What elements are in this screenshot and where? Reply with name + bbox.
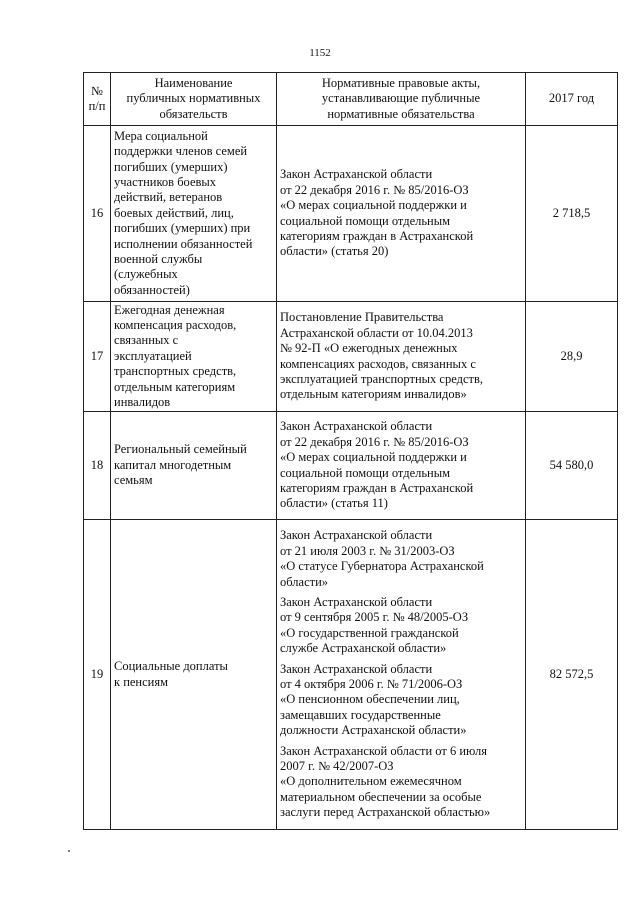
legal-acts [277, 412, 526, 520]
table-row [84, 302, 618, 412]
amount-2017: 82 572,5 [526, 520, 618, 830]
obligations-table [83, 72, 618, 830]
header-obligation-name: Наименование публичных нормативных обязательств [111, 73, 277, 126]
table-row [84, 126, 618, 302]
amount-2017: 2 718,5 [526, 126, 618, 302]
page-number: 1152 [309, 47, 331, 59]
table-row [84, 520, 618, 830]
legal-act: Постановление Правительства Астраханской области от 10.04.2013 № 92-П «О ежегодных денежных компенсациях расходов, связанных с эксплуатацией транспортных средств, отдельным категориям инвалидов» [280, 310, 483, 402]
scan-speck [68, 850, 70, 852]
header-year: 2017 год [526, 73, 618, 126]
table-header-row [84, 73, 618, 126]
legal-acts [277, 302, 526, 412]
row-number: 19 [84, 520, 111, 830]
amount-2017: 54 580,0 [526, 412, 618, 520]
legal-act: Закон Астраханской области от 22 декабря 2016 г. № 85/2016-ОЗ «О мерах социальной поддержки и социальной помощи отдельным категориям граждан в Астраханской области» (статья 20) [280, 167, 474, 259]
amount-2017: 28,9 [526, 302, 618, 412]
legal-act: Закон Астраханской области от 6 июля 2007 г. № 42/2007-ОЗ «О дополнительном ежемесячном материальном обеспечении за особые заслуги перед Астраханской областью» [280, 743, 491, 820]
table-row [84, 412, 618, 520]
legal-acts [277, 520, 526, 830]
legal-act: Закон Астраханской области от 22 декабря 2016 г. № 85/2016-ОЗ «О мерах социальной поддержки и социальной помощи отдельным категориям граждан в Астраханской области» (статья 11) [280, 419, 474, 511]
row-number: 16 [84, 126, 111, 302]
row-number: 18 [84, 412, 111, 520]
obligation-name: Ежегодная денежная компенсация расходов, связанных с эксплуатацией транспортных средств, отдельным категориям инвалидов [111, 302, 277, 412]
obligation-name: Социальные доплаты к пенсиям [111, 520, 277, 830]
obligation-name: Мера социальной поддержки членов семей погибших (умерших) участников боевых действий, ветеранов боевых действий, лиц, погибших (умерших) при исполнении обязанностей военной службы (служебных обязанностей) [111, 126, 277, 302]
row-number: 17 [84, 302, 111, 412]
legal-act: Закон Астраханской области от 4 октября 2006 г. № 71/2006-ОЗ «О пенсионном обеспечении лиц, замещавших государственные должности Астраханской области» [280, 661, 467, 738]
legal-act: Закон Астраханской области от 9 сентября 2005 г. № 48/2005-ОЗ «О государственной гражданской службе Астраханской области» [280, 594, 469, 656]
legal-act: Закон Астраханской области от 21 июля 2003 г. № 31/2003-ОЗ «О статусе Губернатора Астраханской области» [280, 528, 484, 589]
header-number: № п/п [84, 73, 111, 126]
header-legal-acts: Нормативные правовые акты, устанавливающие публичные нормативные обязательства [277, 73, 526, 126]
obligation-name: Региональный семейный капитал многодетным семьям [111, 412, 277, 520]
legal-acts [277, 126, 526, 302]
